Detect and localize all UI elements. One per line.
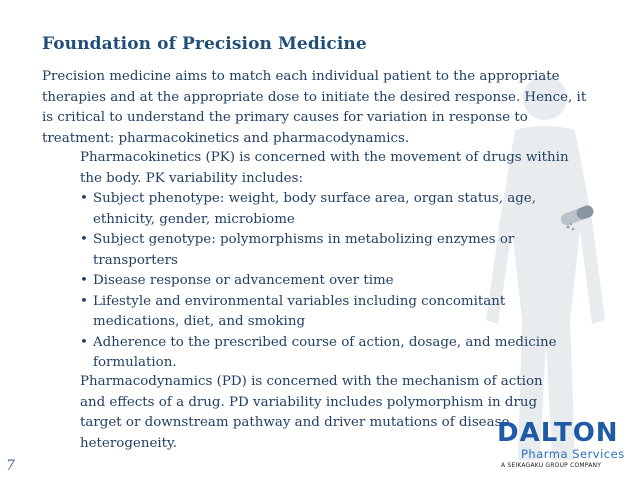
bullet-icon: • — [80, 191, 88, 206]
logo-subtitle: Pharma Services — [521, 447, 625, 461]
list-item: • Subject genotype: polymorphisms in metabolizing enzymes or transporters — [80, 232, 515, 268]
slide-title: Foundation of Precision Medicine — [42, 34, 367, 54]
bullet-icon: • — [80, 273, 88, 288]
bullet-icon: • — [80, 334, 88, 350]
pk-paragraph: Pharmacokinetics (PK) is concerned with the movement of drugs within the body. PK variability includes: — [80, 150, 569, 186]
logo-name: DALTON — [497, 418, 619, 448]
list-item: • Subject phenotype: weight, body surface area, organ status, age, ethnicity, gender, microbiome — [80, 191, 536, 227]
logo-tagline: A SEIKAGAKU GROUP COMPANY — [501, 462, 602, 469]
pd-paragraph: Pharmacodynamics (PD) is concerned with the mechanism of action and effects of a drug. PD variability includes polymorphism in drug target or downstream pathway and driver mutations of disease heterogeneity. — [80, 374, 543, 451]
page-number: 7 — [6, 458, 15, 474]
list-item: • Disease response or advancement over time — [80, 271, 590, 292]
company-logo — [497, 418, 627, 470]
bullet-icon: • — [80, 293, 88, 309]
list-item: • Adherence to the prescribed course of action, dosage, and medicine formulation. — [80, 334, 557, 370]
pk-variability-list — [80, 189, 590, 374]
list-item: • Lifestyle and environmental variables including concomitant medications, diet, and smoking — [80, 293, 506, 329]
bullet-icon: • — [80, 232, 88, 247]
intro-paragraph: Precision medicine aims to match each individual patient to the appropriate therapies and at the appropriate dose to initiate the desired response. Hence, it is critical to understand the primary causes for variation in response to treatment: pharmacokinetics and pharmacodynamics. — [42, 69, 587, 146]
